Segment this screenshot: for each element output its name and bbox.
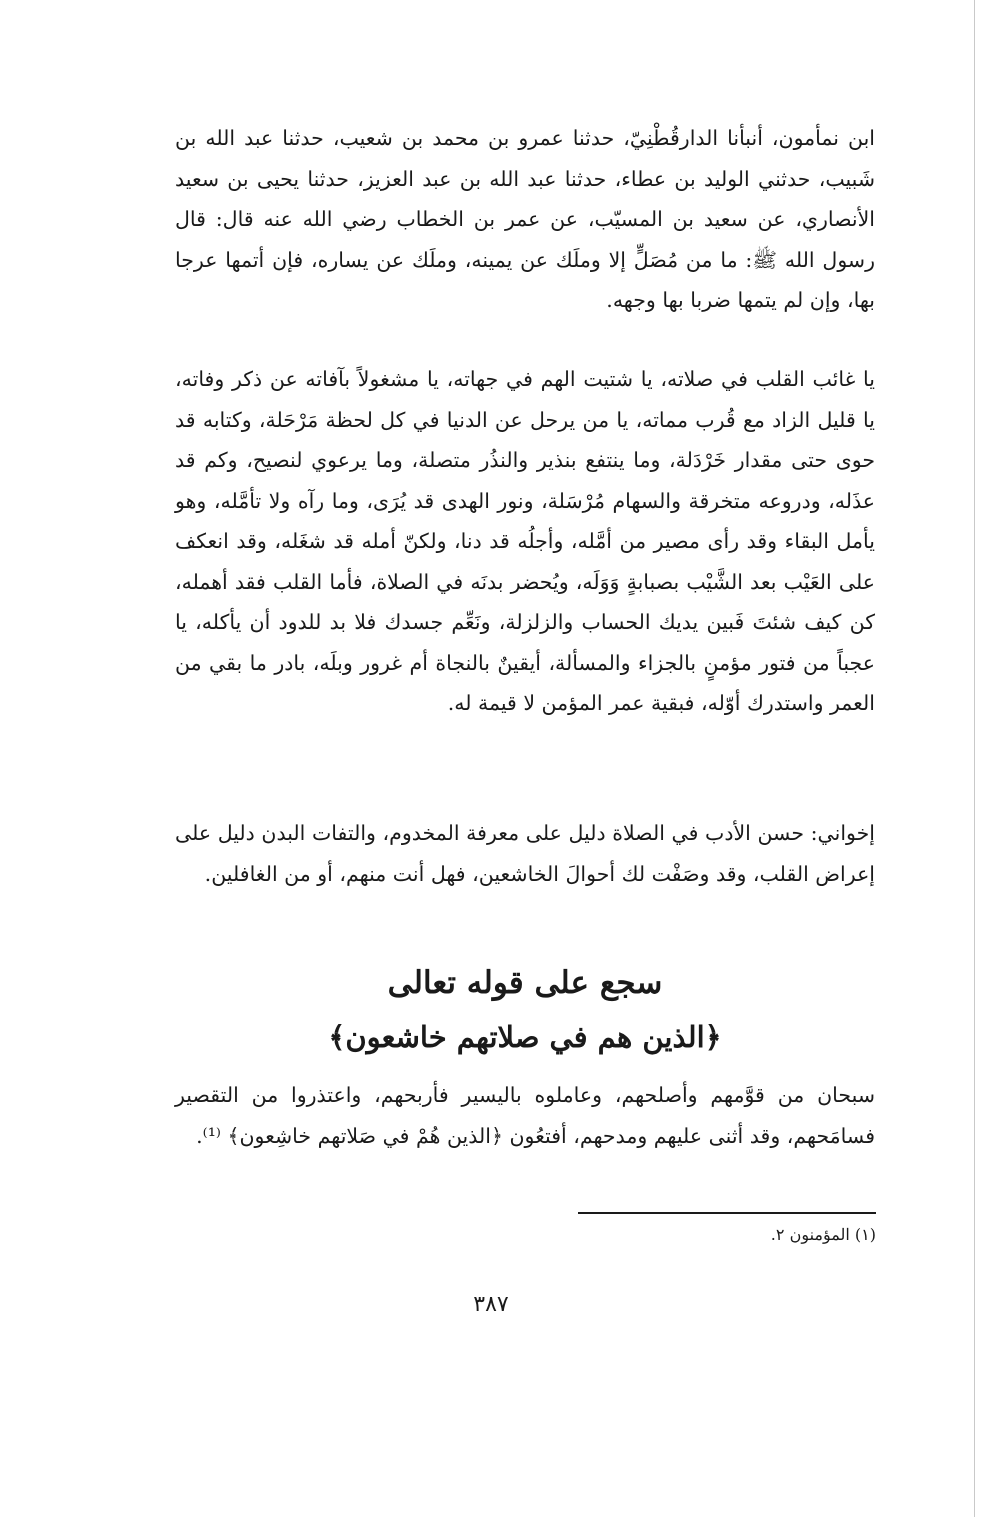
scan-edge-line <box>974 0 975 1517</box>
hadith-paragraph: ابن نمأمون، أنبأنا الدارقُطْنِيّ، حدثنا عمرو بن محمد بن شعيب، حدثنا عبد الله بن شَبيب، حدثني الوليد بن عطاء، حدثنا عبد الله بن عبد العزيز، حدثنا يحيى بن سعيد الأنصاري، عن سعيد بن المسيّب، عن عمر بن الخطاب رضي الله عنه قال: قال رسول الله ﷺ: ما من مُصَلٍّ إلا وملَك عن يمينه، وملَك عن يساره، فإن أتمها عرجا بها، وإن لم يتمها ضربا بها وجهه. <box>175 126 875 312</box>
section-subheading-verse: ﴿الذين هم في صلاتهم خاشعون﴾ <box>328 1020 722 1054</box>
brothers-paragraph: إخواني: حسن الأدب في الصلاة دليل على معرفة المخدوم، والتفات البدن دليل على إعراض القلب، وقد وصَفْت لك أحوالَ الخاشعين، فهل أنت منهم، أو من الغافلين. <box>175 821 875 886</box>
footnote: (١) المؤمنون ٢. <box>770 1225 876 1244</box>
exhortation-paragraph: يا غائب القلب في صلاته، يا شتيت الهم في جهاته، يا مشغولاً بآفاته عن ذكر وفاته، يا قليل الزاد مع قُرب مماته، يا من يرحل عن الدنيا في كل لحظة مَرْحَلة، وكتابه قد حوى حتى مقدار خَرْدَلة، وما ينتفع بنذير والنذُر متصلة، وما يرعوي لنصيح، وكم قد عذَله، ودروعه متخرقة والسهام مُرْسَلة، ونور الهدى قد يُرَى، وما رآه ولا تأمَّله، وهو يأمل البقاء وقد رأى مصير من أمَّله، وأجلُه قد دنا، ولكنّ أمله قد شغَله، وقد انعكف على العَيْب بعد الشَّيْب بصبابةٍ وَوَلَه، ويُحضر بدنَه في الصلاة، فأما القلب فقد أهمله، كن كيف شئتَ فَبين يديك الحساب والزلزلة، ونَعِّم جسدك فلا بد للدود أن يأكله، يا عجباً من فتور مؤمنٍ بالجزاء والمسألة، أيقينٌ بالنجاة أم غرور وبلَه، بادر ما بقي من العمر واستدرك أوّله، فبقية عمر المؤمن لا قيمة له. <box>175 367 875 715</box>
footnote-divider <box>578 1212 876 1214</box>
rhymed-prose-paragraph: سبحان من قوَّمهم وأصلحهم، وعاملوه باليسير فأربحهم، واعتذروا من التقصير فسامَحهم، وقد أثنى عليهم ومدحهم، أفتعُون ﴿الذين هُمْ في صَلاتهم خاشِعون﴾ ⁽¹⁾. <box>175 1083 875 1148</box>
section-heading: سجع على قوله تعالى <box>387 965 663 1001</box>
page-number: ٣٨٧ <box>473 1292 509 1317</box>
